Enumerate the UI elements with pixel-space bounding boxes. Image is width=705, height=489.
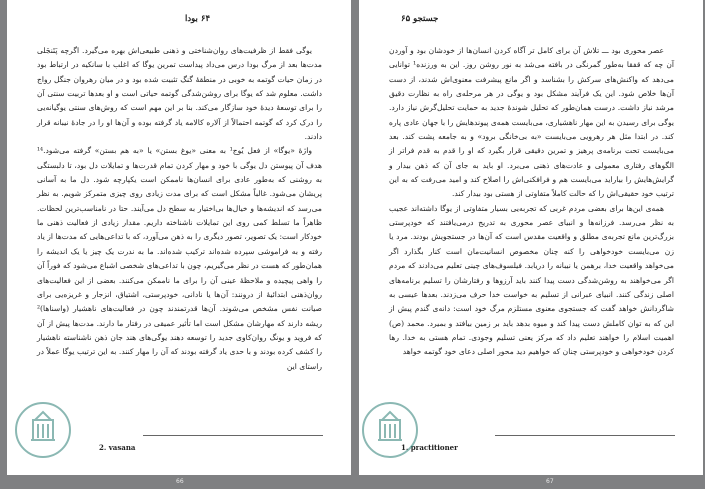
library-seal-icon (360, 400, 420, 460)
running-header: ۶۴ بودا (185, 14, 211, 24)
page-body-text (389, 44, 674, 360)
paragraph: یوگی فقط از ظرفیت‌های روان‌شناختی و ذهنی طبیعی‌اش بهره می‌گیرد. اگرچه پَتَنجَلی مدت‌ها بعد از مرگ بودا درس می‌داد پیداست تمرین یوگا که اغلب با سانکیه در ارتباط بود در زمان حیات گوتمه به خوبی در منطقهٔ گنگ تثبیت شده بود و در میان رهروان جنگل رواج داشت. معلوم شد که یوگا برای روشن‌شدگی گوتمه حیاتی است و او بعدها تربیت سنتی آن را برای توسعهٔ دیدهٔ خود سازگار می‌کند. بنا بر این مهم است که روش‌های سنتی یوگیانه‌یی را درک کرد که گوتمه احتمالاً از آلاره کالامه یاد گرفته بوده و آن‌ها او را در جادهٔ نیبانه قرار دادند. (37, 46, 322, 142)
left-book-page (7, 0, 351, 475)
page-number-footer: 66 (176, 478, 184, 485)
library-seal-icon (13, 400, 73, 460)
paragraph: واژهٔ «یوگا» از فعل یُوج¹ به معنی «یوغ بستن» یا «به هم بستن» گرفته می‌شود.¹⁴ هدف آن پیوستن دل یوگی با خود و مهار کردن تمام قدرت‌ها و تمایلات دل بود، تا دلبستگی به روشنی که به‌طور عادی برای انسان‌ها ناممکن است یکپارچه شود. دل ما به آسانی پریشان می‌شود. غالباً مشکل است که برای مدت زیادی روی چیزی متمرکز شویم. به نظر می‌رسد که اندیشه‌ها و خیال‌ها بی‌اختیار به سطح دل می‌آیند. حتا در نامناسب‌ترین لحظات. ظاهراً ما تسلط کمی روی این تمایلات ناشناخته داریم. مقدار زیادی از فعالیت ذهنی ما خودکار است: یک تصویر، تصور دیگری را به ذهن می‌آورد، که با تداعی‌هایی که مدت‌ها از یاد رفته و به فراموشی سپرده شده‌اند ترکیب شده‌اند. ما به ندرت یک چیز یا یک اندیشه را همان‌طور که هست در نظر می‌گیریم، چون با تداعی‌های شخصی اشباع می‌شود که فوراً آن را واهی پیچیده و ملاحظهٔ عینی آن را برای ما ناممکن می‌کنند. بعضی از این فعالیت‌های روان‌ذهنی ابتدائیهٔ از درونند: آن‌ها یا نادانی، خودپرستی، اشتیاق، انزجار و غریزه‌یی برای صیانت نفس مشخص می‌شوند. آن‌ها قدرتمندند چون در فعالیت‌های ناهشیار (واسنا‌ها)² ریشه دارند که مهارشان مشکل است اما تأثیر عمیقی در رفتار ما دارند. مدت‌ها پیش از آن که فروید و یونگ روان‌کاوی جدید را توسعه دهند یوگی‌های هند جان ذهن ناشناسته ناهشیار را کشف کرده بودند و با حدی یاد گرفته بودند که آن را مهار کنند. به این ترتیب یوگا عملاً در راستای این (37, 146, 322, 371)
footnote: 1. practitioner (401, 443, 458, 452)
footnote: 2. vasana (99, 443, 136, 452)
footnote-rule (495, 435, 675, 436)
footnote-rule (143, 435, 323, 436)
running-header: جستجو ۶۵ (401, 14, 439, 24)
page-body-text (37, 44, 322, 374)
paragraph: عصر محوری بود ـــ تلاش آن برای کامل تر آگاه کردن انسان‌ها از خودشان بود و آوردن آن چه که قفقا به‌طور گمرنگی در بافته می‌شد به نور روشن روز. این به ورزنده¹ توانایی می‌دهد که واکنش‌های سرکش را بشناسد و اگر مانع پیشرفت معنوی‌اش شدند، از دست آن‌ها خلاص شود. این یک فرآیند مشکل بود و یوگی در هر مرحله‌ی راه به نظارت دقیق مرشد نیاز داشت. درست همان‌طور که تحلیل شوندهٔ جدید به حمایت تحلیل‌گرش نیاز دارد. یوگی برای رسیدن به این مهار ناهشیاری، می‌بایست همه‌ی پیوندهایش را با جهان عادی پاره کند. در ابتدا مثل هر رهرویی می‌بایست «به بی‌خانگی برود» و به جامعه پشت کند. بعد می‌بایست تحت برنامه‌ی پرهیز و تمرین دقیقی قرار بگیرد که او را قدم به قدم فراتر از الگوهای رفتاری معمولی و عادت‌های ذهنی می‌برد. او باید به جای آن که ذهن بیدار و گرایش‌هایش را بیاراید می‌بایست هم و فرافکنی‌اش را اصلاح کند و امید می‌رفت که به این ترتیب خود حقیقی‌اش را که حالت کاملاً متفاوتی از هستی بود بیدار کند. (389, 46, 675, 199)
page-number-footer: 67 (546, 478, 554, 485)
paragraph: همه‌ی این‌ها برای بعضی مردم غربی که تجربه‌یی بسیار متفاوتی از یوگا داشته‌اند عجیب به نظر می‌رسد. فرزانه‌ها و انبیای عصر محوری به تدریج درمی‌یافتند که خودپرستی بزرگ‌ترین مانع تجربه‌ی مطلق و واقعیت مقدس است که آن‌ها در جستجویش بودند. مرد یا زن می‌بایست خودخواهی را کنه چنان مخصوص انسانیت‌مان است کنار بگذارد اگر می‌خواهد واقعیت خدا، برهمن یا نیبانه را دریابد. فیلسوف‌های چینی تعلیم می‌دادند که مردم اگر می‌خواهند به روشن‌شدگی دست پیدا کنند باید آرزوها و رفتارشان را تسلیم برنامه‌های اصلی زندگی کنند. انبیای عبرانی از تسلیم به خواست خدا حرف می‌زدند. بعدها عیسی به شاگردانش خواهد گفت که جستجوی معنوی مستلزم مرگ خود است: دانه‌ی گندم پیش از این که به توان کاملش دست پیدا کند و میوه بدهد باید بر زمین بیافتد و بمیرد. محمد (ص) اهمیت اسلام را خواهند تعلیم داد که مرکز یعنی تسلیم وجودی. تمام هستی به خدا. رها کردن خودخواهی و خودپرستی چنان که خواهیم دید محور اصلی دعای خود گوتمه خواهد (389, 203, 674, 357)
